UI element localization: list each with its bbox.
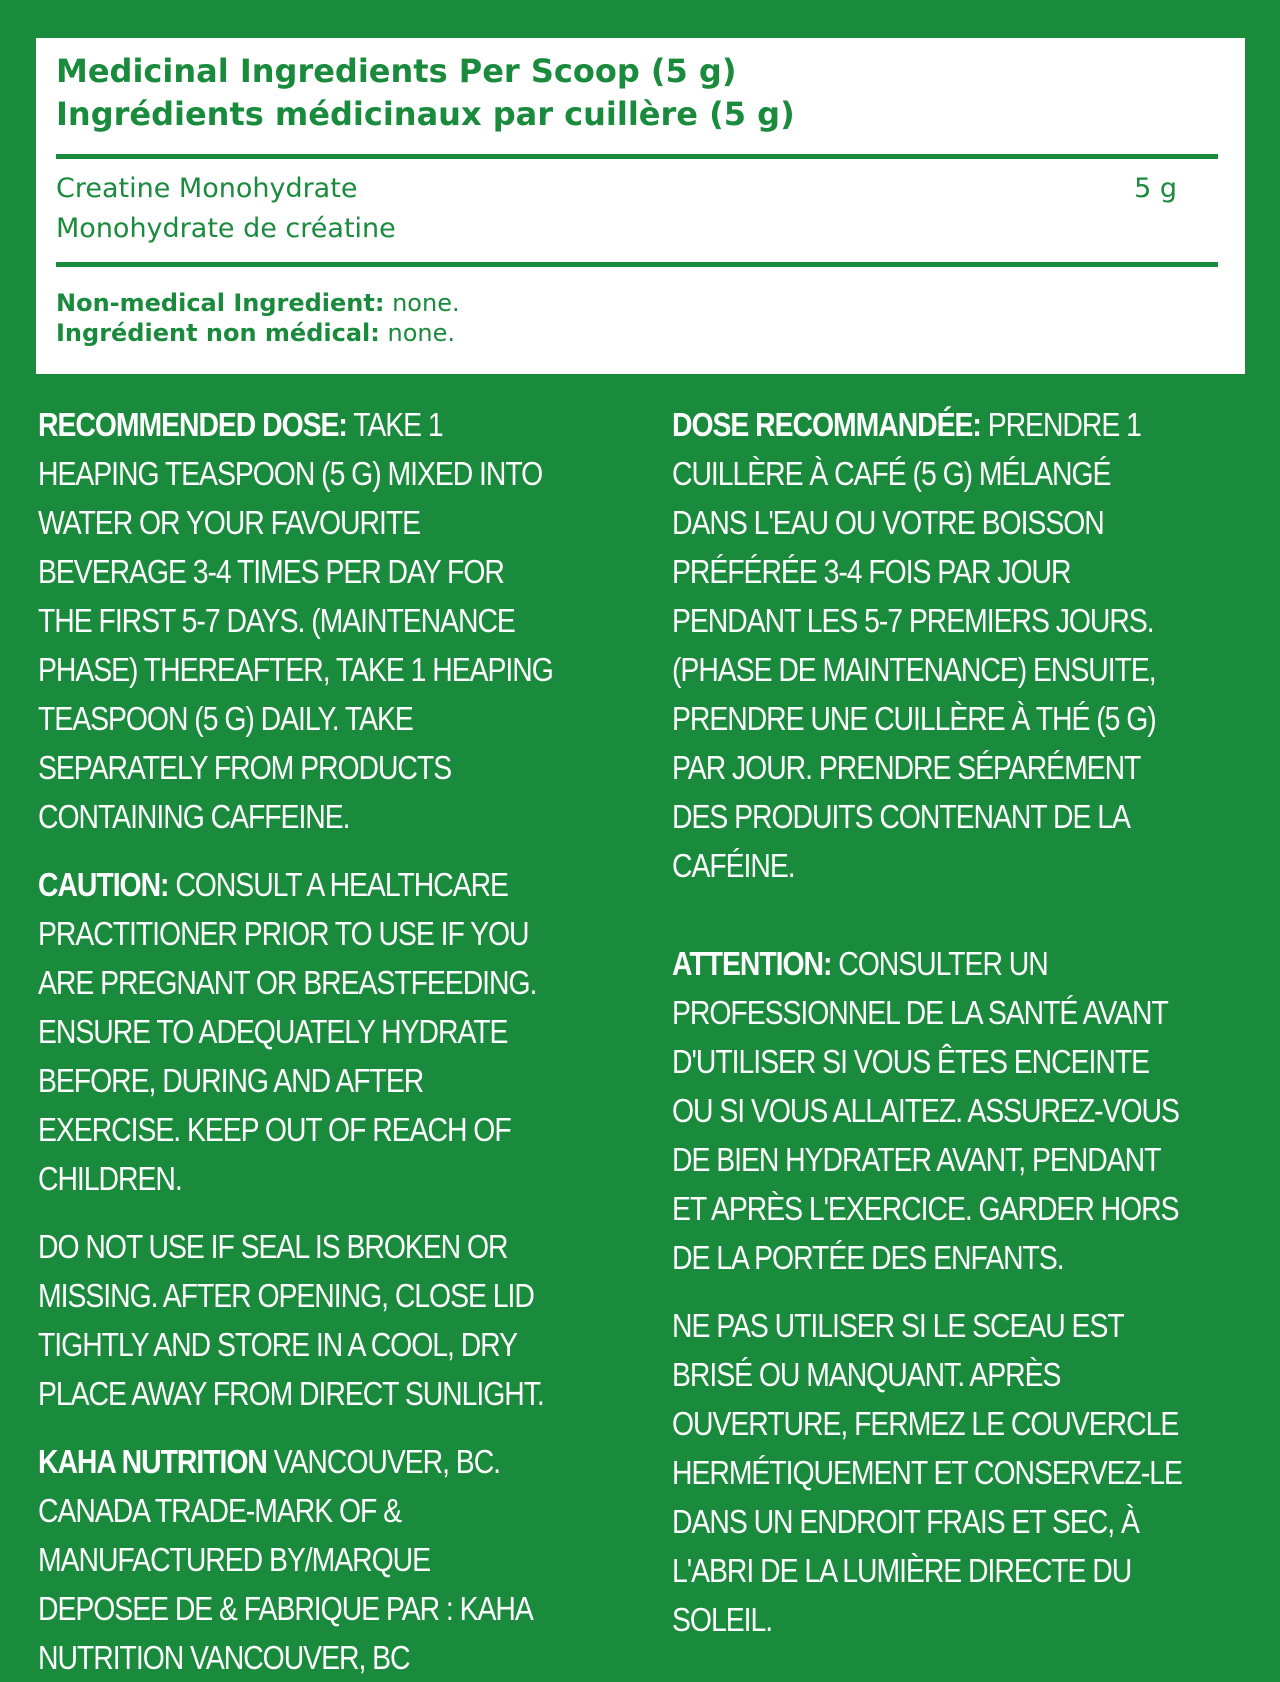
- ingredients-panel: [36, 38, 1245, 374]
- french-dose: [672, 400, 1188, 890]
- title-french: Ingrédients médicinaux par cuillère (5 g): [56, 95, 795, 133]
- english-caution-label: CAUTION:: [38, 866, 169, 903]
- non-medical-english-label: Non-medical Ingredient:: [56, 289, 385, 317]
- english-dose: [38, 400, 558, 841]
- ingredient-name: [56, 169, 396, 249]
- non-medical-english: [56, 288, 460, 318]
- english-dose-text: TAKE 1 HEAPING TEASPOON (5 G) MIXED INTO WATER OR YOUR FAVOURITE BEVERAGE 3-4 TIMES PER DAY FOR THE FIRST 5-7 DAYS. (MAINTENANCE PHASE) THEREAFTER, TAKE 1 HEAPING TEASPOON (5 G) DAILY. TAKE SEPARATELY FROM PRODUCTS CONTAINING CAFFEINE.: [38, 406, 553, 835]
- french-caution-label: ATTENTION:: [672, 945, 832, 982]
- title-english: Medicinal Ingredients Per Scoop (5 g): [56, 52, 737, 90]
- english-column: [38, 400, 558, 1682]
- french-dose-label: DOSE RECOMMANDÉE:: [672, 406, 981, 443]
- english-caution-text: CONSULT A HEALTHCARE PRACTITIONER PRIOR TO USE IF YOU ARE PREGNANT OR BREASTFEEDING. ENSURE TO ADEQUATELY HYDRATE BEFORE, DURING AND AFTER EXERCISE. KEEP OUT OF REACH OF CHILDREN.: [38, 866, 537, 1197]
- french-storage: NE PAS UTILISER SI LE SCEAU EST BRISÉ OU MANQUANT. APRÈS OUVERTURE, FERMEZ LE COUVERCLE HERMÉTIQUEMENT ET CONSERVEZ-LE DANS UN ENDROIT FRAIS ET SEC, À L'ABRI DE LA LUMIÈRE DIRECTE DU SOLEIL.: [672, 1307, 1182, 1638]
- french-caution-text: CONSULTER UN PROFESSIONNEL DE LA SANTÉ AVANT D'UTILISER SI VOUS ÊTES ENCEINTE OU SI VOUS ALLAITEZ. ASSUREZ-VOUS DE BIEN HYDRATER AVANT, PENDANT ET APRÈS L'EXERCICE. GARDER HORS DE LA PORTÉE DES ENFANTS.: [672, 945, 1179, 1276]
- english-company-text: VANCOUVER, BC. CANADA TRADE-MARK OF & MANUFACTURED BY/MARQUE DEPOSEE DE & FABRIQUE PAR : KAHA NUTRITION VANCOUVER, BC: [38, 1443, 532, 1676]
- non-medical-english-value: none.: [384, 289, 460, 317]
- english-company-label: KAHA NUTRITION: [38, 1443, 267, 1480]
- french-dose-text: PRENDRE 1 CUILLÈRE À CAFÉ (5 G) MÉLANGÉ DANS L'EAU OU VOTRE BOISSON PRÉFÉRÉE 3-4 FOIS PAR JOUR PENDANT LES 5-7 PREMIERS JOURS. (PHASE DE MAINTENANCE) ENSUITE, PRENDRE UNE CUILLÈRE À THÉ (5 G) PAR JOUR. PRENDRE SÉPARÉMENT DES PRODUITS CONTENANT DE LA CAFÉINE.: [672, 406, 1156, 884]
- non-medical-french-value: none.: [379, 319, 455, 347]
- french-column: [672, 400, 1188, 1644]
- non-medical-french-label: Ingrédient non médical:: [56, 319, 380, 347]
- divider-bottom: [56, 262, 1218, 267]
- english-caution: [38, 860, 558, 1203]
- ingredient-english: Creatine Monohydrate: [56, 173, 358, 204]
- non-medical-french: [56, 318, 460, 348]
- non-medical-ingredients: [56, 288, 460, 348]
- panel-title: [56, 50, 795, 136]
- french-caution: [672, 939, 1188, 1282]
- divider-top: [56, 154, 1218, 159]
- english-storage: DO NOT USE IF SEAL IS BROKEN OR MISSING. AFTER OPENING, CLOSE LID TIGHTLY AND STORE IN A COOL, DRY PLACE AWAY FROM DIRECT SUNLIGHT.: [38, 1228, 544, 1412]
- ingredient-amount: 5 g: [1134, 173, 1177, 204]
- ingredient-french: Monohydrate de créatine: [56, 213, 396, 244]
- english-dose-label: RECOMMENDED DOSE:: [38, 406, 347, 443]
- english-company: [38, 1437, 558, 1682]
